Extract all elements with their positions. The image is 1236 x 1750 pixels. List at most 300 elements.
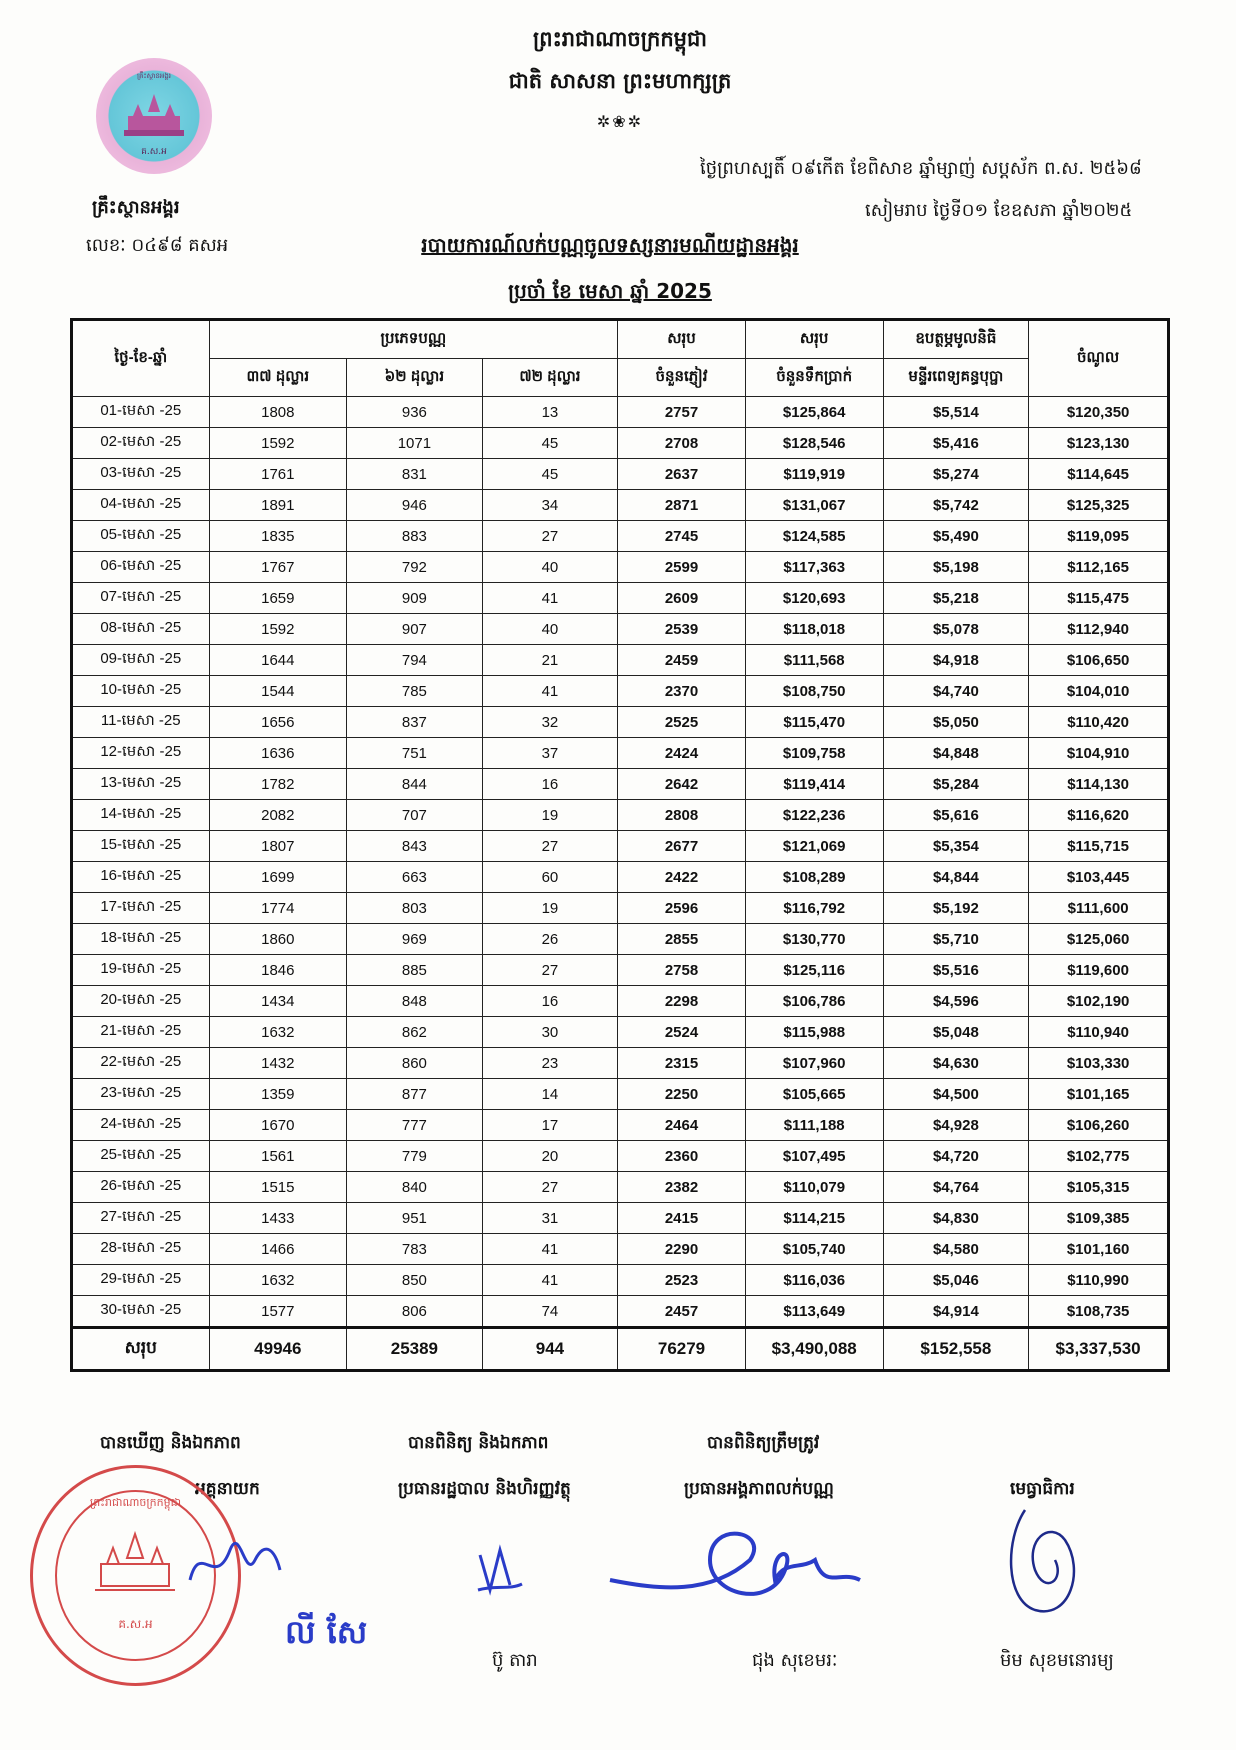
- cell-total-amount: $131,067: [745, 490, 883, 521]
- cell-ticket-62: 777: [347, 1110, 483, 1141]
- cell-total-visitors: 2642: [618, 769, 746, 800]
- cell-income: $119,095: [1029, 521, 1169, 552]
- cell-date: 27-មេសា -25: [72, 1203, 210, 1234]
- cell-total-amount: $105,740: [745, 1234, 883, 1265]
- cell-fund: $5,490: [883, 521, 1029, 552]
- header-income: ចំណូល: [1029, 320, 1169, 397]
- table-row: [72, 1296, 1169, 1328]
- cell-ticket-62: 792: [347, 552, 483, 583]
- cell-ticket-37: 1636: [209, 738, 347, 769]
- cell-date: 21-មេសា -25: [72, 1017, 210, 1048]
- cell-total-amount: $113,649: [745, 1296, 883, 1328]
- cell-ticket-37: 1433: [209, 1203, 347, 1234]
- table-row: [72, 676, 1169, 707]
- cell-income: $112,940: [1029, 614, 1169, 645]
- cell-date: 20-មេសា -25: [72, 986, 210, 1017]
- cell-ticket-72: 13: [482, 397, 618, 428]
- cell-total-amount: $108,750: [745, 676, 883, 707]
- accountant-signature: [995, 1500, 1105, 1630]
- cell-ticket-62: 794: [347, 645, 483, 676]
- cell-total-visitors: 2539: [618, 614, 746, 645]
- cell-fund: $5,048: [883, 1017, 1029, 1048]
- table-row: [72, 738, 1169, 769]
- cell-ticket-37: 1670: [209, 1110, 347, 1141]
- cell-total-amount: $116,036: [745, 1265, 883, 1296]
- cell-fund: $5,416: [883, 428, 1029, 459]
- cell-date: 15-មេសា -25: [72, 831, 210, 862]
- accountant-name: មិម សុខមនោរម្យ: [1000, 1650, 1114, 1671]
- document-number: លេខៈ ០៤៩៨ គសអ: [86, 235, 229, 256]
- cell-fund: $5,284: [883, 769, 1029, 800]
- cell-ticket-72: 41: [482, 1265, 618, 1296]
- seen-label: បានឃើញ និងឯកភាព: [100, 1433, 241, 1453]
- cell-total-visitors: 2596: [618, 893, 746, 924]
- total-total-amount: $3,490,088: [745, 1328, 883, 1371]
- cell-ticket-62: 951: [347, 1203, 483, 1234]
- table-row: [72, 831, 1169, 862]
- cell-total-visitors: 2708: [618, 428, 746, 459]
- cell-ticket-37: 1807: [209, 831, 347, 862]
- cell-ticket-62: 785: [347, 676, 483, 707]
- cell-total-amount: $117,363: [745, 552, 883, 583]
- cell-ticket-62: 885: [347, 955, 483, 986]
- cell-income: $101,160: [1029, 1234, 1169, 1265]
- cell-fund: $4,580: [883, 1234, 1029, 1265]
- cell-ticket-37: 1891: [209, 490, 347, 521]
- cell-ticket-72: 27: [482, 831, 618, 862]
- cell-ticket-72: 45: [482, 428, 618, 459]
- cell-fund: $5,514: [883, 397, 1029, 428]
- total-date: សរុប: [72, 1328, 210, 1371]
- cell-fund: $4,928: [883, 1110, 1029, 1141]
- cell-income: $125,325: [1029, 490, 1169, 521]
- cell-total-visitors: 2758: [618, 955, 746, 986]
- cell-total-visitors: 2464: [618, 1110, 746, 1141]
- cell-income: $101,165: [1029, 1079, 1169, 1110]
- table-row: [72, 1079, 1169, 1110]
- place-date: សៀមរាប ថ្ងៃទី០១ ខែឧសភា ឆ្នាំ២០២៥: [865, 200, 1133, 221]
- header-total-money-top: សរុប: [745, 320, 883, 359]
- cell-total-visitors: 2459: [618, 645, 746, 676]
- cell-ticket-37: 1808: [209, 397, 347, 428]
- cell-fund: $5,274: [883, 459, 1029, 490]
- cell-total-amount: $128,546: [745, 428, 883, 459]
- table-row: [72, 1110, 1169, 1141]
- cell-ticket-37: 1466: [209, 1234, 347, 1265]
- cell-ticket-37: 1359: [209, 1079, 347, 1110]
- sales-signature: [600, 1500, 870, 1620]
- cell-total-amount: $111,568: [745, 645, 883, 676]
- cell-total-amount: $125,864: [745, 397, 883, 428]
- cell-ticket-72: 23: [482, 1048, 618, 1079]
- cell-income: $104,010: [1029, 676, 1169, 707]
- table-row: [72, 614, 1169, 645]
- cell-income: $120,350: [1029, 397, 1169, 428]
- table-row: [72, 1141, 1169, 1172]
- cell-ticket-72: 17: [482, 1110, 618, 1141]
- cell-fund: $5,516: [883, 955, 1029, 986]
- cell-fund: $5,192: [883, 893, 1029, 924]
- cell-total-amount: $107,495: [745, 1141, 883, 1172]
- cell-total-amount: $122,236: [745, 800, 883, 831]
- cell-ticket-72: 37: [482, 738, 618, 769]
- cell-total-amount: $105,665: [745, 1079, 883, 1110]
- seal-temple-icon: [95, 1530, 175, 1602]
- cell-ticket-72: 21: [482, 645, 618, 676]
- cell-ticket-37: 1561: [209, 1141, 347, 1172]
- header-fund-top: ឧបត្ថម្ភមូលនិធិ: [883, 320, 1029, 359]
- cell-total-visitors: 2524: [618, 1017, 746, 1048]
- cell-ticket-37: 1761: [209, 459, 347, 490]
- cell-total-amount: $107,960: [745, 1048, 883, 1079]
- cell-fund: $4,918: [883, 645, 1029, 676]
- cell-total-amount: $119,919: [745, 459, 883, 490]
- cell-income: $104,910: [1029, 738, 1169, 769]
- cell-date: 16-មេសា -25: [72, 862, 210, 893]
- cell-total-visitors: 2599: [618, 552, 746, 583]
- cell-ticket-72: 30: [482, 1017, 618, 1048]
- cell-ticket-72: 74: [482, 1296, 618, 1328]
- cell-total-visitors: 2422: [618, 862, 746, 893]
- cell-total-amount: $125,116: [745, 955, 883, 986]
- cell-total-visitors: 2250: [618, 1079, 746, 1110]
- cell-date: 22-មេសា -25: [72, 1048, 210, 1079]
- cell-fund: $4,720: [883, 1141, 1029, 1172]
- cell-fund: $5,742: [883, 490, 1029, 521]
- header-ticket-72: ៧២ ដុល្លារ: [482, 359, 618, 397]
- cell-income: $108,735: [1029, 1296, 1169, 1328]
- cell-income: $110,990: [1029, 1265, 1169, 1296]
- cell-ticket-62: 969: [347, 924, 483, 955]
- cell-date: 06-មេសា -25: [72, 552, 210, 583]
- cell-ticket-62: 840: [347, 1172, 483, 1203]
- seal-sub: គ.ស.អ: [118, 1617, 153, 1631]
- cell-ticket-72: 40: [482, 614, 618, 645]
- cell-ticket-72: 60: [482, 862, 618, 893]
- cell-fund: $5,078: [883, 614, 1029, 645]
- cell-total-visitors: 2871: [618, 490, 746, 521]
- cell-date: 28-មេសា -25: [72, 1234, 210, 1265]
- cell-total-visitors: 2457: [618, 1296, 746, 1328]
- seal-text: ព្រះរាជាណាចក្រកម្ពុជា: [89, 1496, 182, 1509]
- cell-ticket-62: 850: [347, 1265, 483, 1296]
- cell-ticket-62: 844: [347, 769, 483, 800]
- cell-total-visitors: 2677: [618, 831, 746, 862]
- cell-total-visitors: 2637: [618, 459, 746, 490]
- cell-ticket-62: 907: [347, 614, 483, 645]
- table-row: [72, 707, 1169, 738]
- organization-name: គ្រឹះស្ថានអង្គរ: [92, 197, 180, 218]
- cell-income: $115,715: [1029, 831, 1169, 862]
- cell-date: 19-មេសា -25: [72, 955, 210, 986]
- cell-ticket-62: 860: [347, 1048, 483, 1079]
- cell-ticket-62: 831: [347, 459, 483, 490]
- ornament: ✲❀✲: [596, 112, 644, 131]
- cell-ticket-37: 1644: [209, 645, 347, 676]
- director-signature: [180, 1520, 290, 1610]
- cell-ticket-72: 16: [482, 769, 618, 800]
- table-row: [72, 428, 1169, 459]
- total-income: $3,337,530: [1029, 1328, 1169, 1371]
- cell-ticket-37: 2082: [209, 800, 347, 831]
- cell-total-visitors: 2360: [618, 1141, 746, 1172]
- cell-date: 26-មេសា -25: [72, 1172, 210, 1203]
- header-fund-bottom: មន្ទីរពេទ្យគន្ធបុប្ផា: [883, 359, 1029, 397]
- total-ticket-62: 25389: [347, 1328, 483, 1371]
- cell-income: $110,420: [1029, 707, 1169, 738]
- cell-income: $106,650: [1029, 645, 1169, 676]
- cell-total-visitors: 2523: [618, 1265, 746, 1296]
- cell-ticket-72: 20: [482, 1141, 618, 1172]
- cell-ticket-72: 45: [482, 459, 618, 490]
- header-total-money-bottom: ចំនួនទឹកប្រាក់: [745, 359, 883, 397]
- cell-date: 18-មេសា -25: [72, 924, 210, 955]
- total-total-visitors: 76279: [618, 1328, 746, 1371]
- logo-caption: គ្រឹះស្ថានអង្គរ: [136, 72, 172, 80]
- table-row: [72, 1172, 1169, 1203]
- cell-total-amount: $121,069: [745, 831, 883, 862]
- cell-ticket-37: 1835: [209, 521, 347, 552]
- total-ticket-37: 49946: [209, 1328, 347, 1371]
- cell-total-amount: $106,786: [745, 986, 883, 1017]
- cell-income: $114,645: [1029, 459, 1169, 490]
- cell-fund: $4,914: [883, 1296, 1029, 1328]
- cell-date: 17-មេសា -25: [72, 893, 210, 924]
- cell-total-visitors: 2808: [618, 800, 746, 831]
- header-ticket-37: ៣៧ ដុល្លារ: [209, 359, 347, 397]
- cell-ticket-72: 41: [482, 1234, 618, 1265]
- report-title: របាយការណ៍លក់បណ្ណចូលទស្សនារមណីយដ្ឋានអង្គរ: [421, 233, 799, 257]
- cell-date: 05-មេសា -25: [72, 521, 210, 552]
- cell-income: $119,600: [1029, 955, 1169, 986]
- cell-fund: $5,050: [883, 707, 1029, 738]
- header-date: ថ្ងៃ-ខែ-ឆ្នាំ: [72, 320, 210, 397]
- checked-label: បានពិនិត្យត្រឹមត្រូវ: [707, 1433, 820, 1453]
- table-row: [72, 955, 1169, 986]
- cell-ticket-62: 779: [347, 1141, 483, 1172]
- cell-ticket-37: 1632: [209, 1265, 347, 1296]
- table-row: [72, 1017, 1169, 1048]
- motto: ជាតិ សាសនា ព្រះមហាក្សត្រ: [508, 69, 732, 93]
- cell-ticket-62: 1071: [347, 428, 483, 459]
- cell-total-visitors: 2757: [618, 397, 746, 428]
- cell-ticket-72: 41: [482, 583, 618, 614]
- lunar-date: ថ្ងៃព្រហស្បតិ៍ ០៩កើត ខែពិសាខ ឆ្នាំម្សាញ់ សប្តស័ក ព.ស. ២៥៦៨: [700, 158, 1142, 179]
- cell-date: 10-មេសា -25: [72, 676, 210, 707]
- cell-date: 04-មេសា -25: [72, 490, 210, 521]
- cell-ticket-72: 34: [482, 490, 618, 521]
- cell-fund: $4,630: [883, 1048, 1029, 1079]
- cell-ticket-62: 707: [347, 800, 483, 831]
- cell-ticket-37: 1699: [209, 862, 347, 893]
- cell-ticket-37: 1774: [209, 893, 347, 924]
- total-row: [72, 1328, 1169, 1371]
- cell-ticket-37: 1434: [209, 986, 347, 1017]
- table-row: [72, 1203, 1169, 1234]
- cell-date: 08-មេសា -25: [72, 614, 210, 645]
- admin-name: ប៊ូ តារា: [492, 1650, 538, 1671]
- reviewed-label: បានពិនិត្យ និងឯកភាព: [408, 1433, 549, 1453]
- cell-ticket-72: 40: [482, 552, 618, 583]
- cell-fund: $5,354: [883, 831, 1029, 862]
- header-ticket-62: ៦២ ដុល្លារ: [347, 359, 483, 397]
- cell-ticket-62: 862: [347, 1017, 483, 1048]
- cell-total-amount: $120,693: [745, 583, 883, 614]
- cell-total-visitors: 2290: [618, 1234, 746, 1265]
- cell-ticket-62: 936: [347, 397, 483, 428]
- director-name: លី សែ: [285, 1613, 368, 1651]
- cell-total-visitors: 2415: [618, 1203, 746, 1234]
- cell-ticket-72: 27: [482, 521, 618, 552]
- cell-total-visitors: 2370: [618, 676, 746, 707]
- cell-income: $116,620: [1029, 800, 1169, 831]
- cell-date: 01-មេសា -25: [72, 397, 210, 428]
- cell-income: $103,445: [1029, 862, 1169, 893]
- cell-ticket-72: 41: [482, 676, 618, 707]
- cell-ticket-72: 27: [482, 955, 618, 986]
- cell-ticket-72: 19: [482, 800, 618, 831]
- cell-total-visitors: 2298: [618, 986, 746, 1017]
- cell-income: $105,315: [1029, 1172, 1169, 1203]
- cell-ticket-62: 837: [347, 707, 483, 738]
- cell-total-amount: $110,079: [745, 1172, 883, 1203]
- cell-total-amount: $115,470: [745, 707, 883, 738]
- organization-logo: [96, 58, 212, 174]
- cell-total-amount: $116,792: [745, 893, 883, 924]
- cell-income: $114,130: [1029, 769, 1169, 800]
- cell-ticket-37: 1632: [209, 1017, 347, 1048]
- kingdom-title: ព្រះរាជាណាចក្រកម្ពុជា: [532, 27, 707, 51]
- sales-name: ជុង សុខេមរៈ: [752, 1650, 838, 1671]
- cell-fund: $4,830: [883, 1203, 1029, 1234]
- cell-date: 14-មេសា -25: [72, 800, 210, 831]
- logo-sub: គ.ស.អ: [141, 147, 167, 157]
- total-ticket-72: 944: [482, 1328, 618, 1371]
- sales-table: [70, 318, 1170, 1372]
- cell-ticket-37: 1659: [209, 583, 347, 614]
- table-row: [72, 459, 1169, 490]
- cell-income: $106,260: [1029, 1110, 1169, 1141]
- cell-date: 02-មេសា -25: [72, 428, 210, 459]
- table-row: [72, 1234, 1169, 1265]
- cell-ticket-62: 883: [347, 521, 483, 552]
- cell-date: 23-មេសា -25: [72, 1079, 210, 1110]
- cell-income: $112,165: [1029, 552, 1169, 583]
- header-total-count-bottom: ចំនួនភ្ញៀវ: [618, 359, 746, 397]
- cell-income: $111,600: [1029, 893, 1169, 924]
- cell-fund: $4,500: [883, 1079, 1029, 1110]
- cell-total-visitors: 2424: [618, 738, 746, 769]
- cell-fund: $5,616: [883, 800, 1029, 831]
- cell-total-visitors: 2315: [618, 1048, 746, 1079]
- cell-ticket-37: 1846: [209, 955, 347, 986]
- cell-ticket-37: 1432: [209, 1048, 347, 1079]
- cell-ticket-62: 843: [347, 831, 483, 862]
- table-row: [72, 769, 1169, 800]
- table-row: [72, 862, 1169, 893]
- cell-date: 03-មេសា -25: [72, 459, 210, 490]
- cell-fund: $4,848: [883, 738, 1029, 769]
- director-title: អគ្គនាយក: [195, 1479, 260, 1499]
- cell-ticket-72: 16: [482, 986, 618, 1017]
- cell-ticket-37: 1656: [209, 707, 347, 738]
- cell-total-amount: $111,188: [745, 1110, 883, 1141]
- cell-income: $123,130: [1029, 428, 1169, 459]
- admin-signature: [470, 1540, 530, 1600]
- header-total-count-top: សរុប: [618, 320, 746, 359]
- cell-ticket-62: 663: [347, 862, 483, 893]
- cell-ticket-37: 1592: [209, 428, 347, 459]
- cell-income: $103,330: [1029, 1048, 1169, 1079]
- cell-total-amount: $109,758: [745, 738, 883, 769]
- cell-total-amount: $108,289: [745, 862, 883, 893]
- table-row: [72, 1265, 1169, 1296]
- cell-date: 07-មេសា -25: [72, 583, 210, 614]
- report-period: ប្រចាំ ខែ មេសា ឆ្នាំ 2025: [508, 279, 712, 303]
- table-row: [72, 1048, 1169, 1079]
- cell-fund: $5,218: [883, 583, 1029, 614]
- table-row: [72, 552, 1169, 583]
- cell-ticket-62: 877: [347, 1079, 483, 1110]
- cell-fund: $5,710: [883, 924, 1029, 955]
- cell-total-amount: $118,018: [745, 614, 883, 645]
- table-row: [72, 986, 1169, 1017]
- cell-income: $125,060: [1029, 924, 1169, 955]
- cell-ticket-62: 909: [347, 583, 483, 614]
- cell-income: $102,190: [1029, 986, 1169, 1017]
- cell-income: $115,475: [1029, 583, 1169, 614]
- table-row: [72, 490, 1169, 521]
- table-row: [72, 521, 1169, 552]
- cell-ticket-72: 27: [482, 1172, 618, 1203]
- cell-date: 11-មេសា -25: [72, 707, 210, 738]
- cell-ticket-62: 806: [347, 1296, 483, 1328]
- cell-ticket-37: 1577: [209, 1296, 347, 1328]
- cell-fund: $4,764: [883, 1172, 1029, 1203]
- cell-ticket-37: 1782: [209, 769, 347, 800]
- cell-total-amount: $130,770: [745, 924, 883, 955]
- cell-ticket-62: 803: [347, 893, 483, 924]
- cell-ticket-62: 848: [347, 986, 483, 1017]
- accountant-title: មេធ្វាធិការ: [1010, 1479, 1075, 1499]
- cell-total-visitors: 2382: [618, 1172, 746, 1203]
- cell-ticket-37: 1592: [209, 614, 347, 645]
- cell-total-visitors: 2609: [618, 583, 746, 614]
- cell-date: 25-មេសា -25: [72, 1141, 210, 1172]
- cell-ticket-37: 1515: [209, 1172, 347, 1203]
- cell-ticket-72: 31: [482, 1203, 618, 1234]
- cell-total-amount: $124,585: [745, 521, 883, 552]
- cell-total-amount: $119,414: [745, 769, 883, 800]
- cell-income: $110,940: [1029, 1017, 1169, 1048]
- table-row: [72, 583, 1169, 614]
- table-row: [72, 800, 1169, 831]
- cell-ticket-72: 32: [482, 707, 618, 738]
- cell-ticket-72: 26: [482, 924, 618, 955]
- cell-ticket-72: 14: [482, 1079, 618, 1110]
- cell-date: 29-មេសា -25: [72, 1265, 210, 1296]
- table-row: [72, 893, 1169, 924]
- cell-fund: $5,198: [883, 552, 1029, 583]
- table-row: [72, 645, 1169, 676]
- total-fund: $152,558: [883, 1328, 1029, 1371]
- cell-total-visitors: 2525: [618, 707, 746, 738]
- cell-fund: $4,740: [883, 676, 1029, 707]
- table-row: [72, 924, 1169, 955]
- cell-ticket-37: 1544: [209, 676, 347, 707]
- admin-title: ប្រធានរដ្ឋបាល និងហិរញ្ញវត្ថុ: [398, 1479, 571, 1499]
- cell-fund: $4,596: [883, 986, 1029, 1017]
